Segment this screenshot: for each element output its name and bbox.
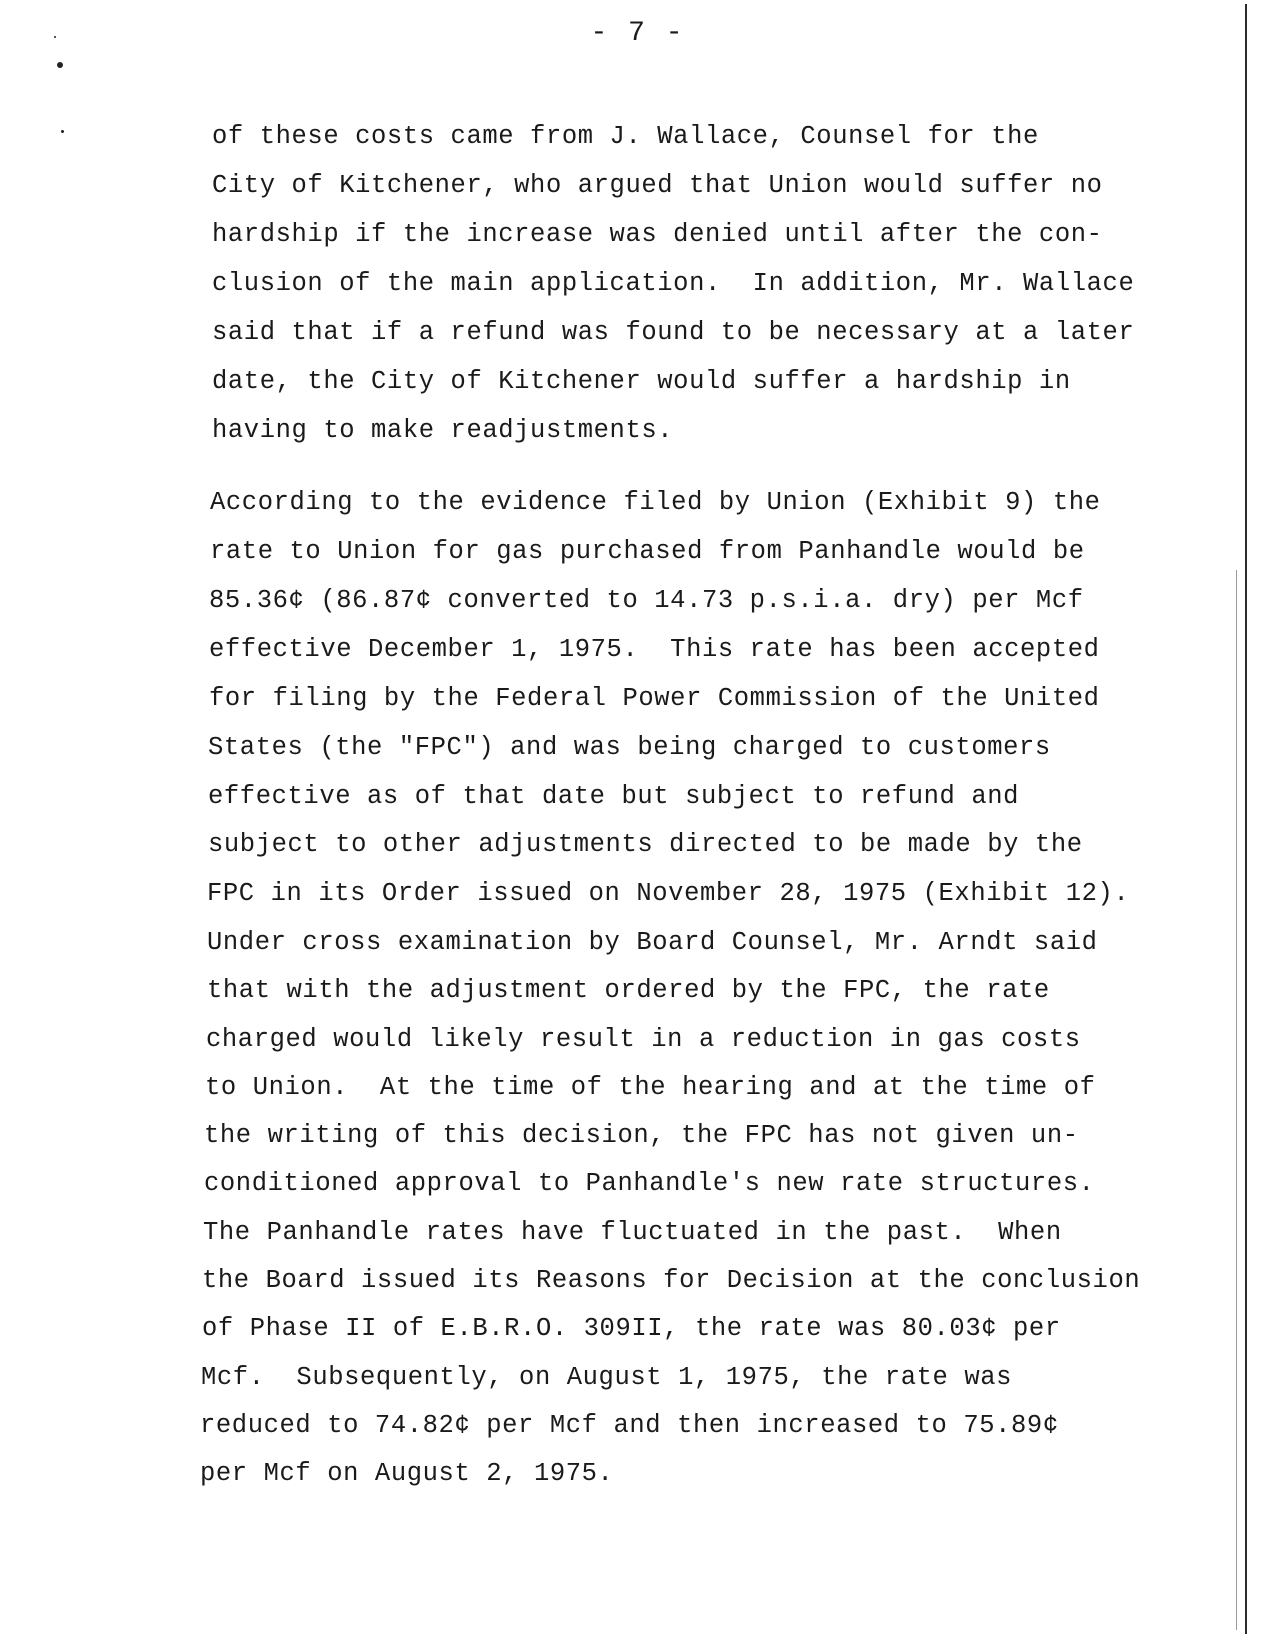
page-number: - 7 -: [590, 18, 685, 49]
text-line: 85.36¢ (86.87¢ converted to 14.73 p.s.i.a. dry) per Mcf: [209, 586, 1084, 615]
text-line: said that if a refund was found to be necessary at a later: [212, 318, 1135, 347]
text-line: effective as of that date but subject to refund and: [208, 782, 1020, 811]
text-line: conditioned approval to Panhandle's new rate structures.: [204, 1169, 1095, 1198]
text-line: Mcf. Subsequently, on August 1, 1975, the rate was: [201, 1363, 1013, 1392]
scan-speck: [54, 36, 56, 38]
text-line: States (the "FPC") and was being charged to customers: [208, 733, 1051, 762]
text-line: of these costs came from J. Wallace, Counsel for the: [212, 122, 1039, 151]
text-line: date, the City of Kitchener would suffer a hardship in: [212, 367, 1071, 396]
scan-edge-line: [1245, 4, 1247, 1634]
text-line: hardship if the increase was denied until after the con-: [212, 220, 1103, 249]
text-line: The Panhandle rates have fluctuated in the past. When: [203, 1218, 1062, 1247]
text-line: per Mcf on August 2, 1975.: [200, 1459, 614, 1488]
text-line: effective December 1, 1975. This rate has been accepted: [209, 635, 1100, 664]
text-line: City of Kitchener, who argued that Union would suffer no: [212, 171, 1103, 200]
text-line: the writing of this decision, the FPC has not given un-: [204, 1121, 1079, 1150]
text-line: rate to Union for gas purchased from Panhandle would be: [210, 537, 1085, 566]
scan-speck: [61, 130, 64, 133]
text-line: that with the adjustment ordered by the FPC, the rate: [207, 976, 1050, 1005]
text-line: having to make readjustments.: [212, 416, 674, 445]
text-line: for filing by the Federal Power Commission of the United: [209, 684, 1100, 713]
text-line: FPC in its Order issued on November 28, 1975 (Exhibit 12).: [207, 879, 1130, 908]
text-line: the Board issued its Reasons for Decision at the conclusion: [202, 1266, 1141, 1295]
text-line: According to the evidence filed by Union (Exhibit 9) the: [210, 488, 1101, 517]
text-line: reduced to 74.82¢ per Mcf and then increased to 75.89¢: [200, 1411, 1059, 1440]
text-line: to Union. At the time of the hearing and at the time of: [205, 1073, 1096, 1102]
scan-edge-line-faint: [1236, 570, 1237, 1630]
text-line: clusion of the main application. In addition, Mr. Wallace: [212, 269, 1135, 298]
text-line: Under cross examination by Board Counsel, Mr. Arndt said: [207, 928, 1098, 957]
scan-speck: [57, 62, 63, 68]
text-line: subject to other adjustments directed to be made by the: [208, 830, 1083, 859]
text-line: of Phase II of E.B.R.O. 309II, the rate was 80.03¢ per: [202, 1314, 1061, 1343]
text-line: charged would likely result in a reduction in gas costs: [206, 1025, 1081, 1054]
